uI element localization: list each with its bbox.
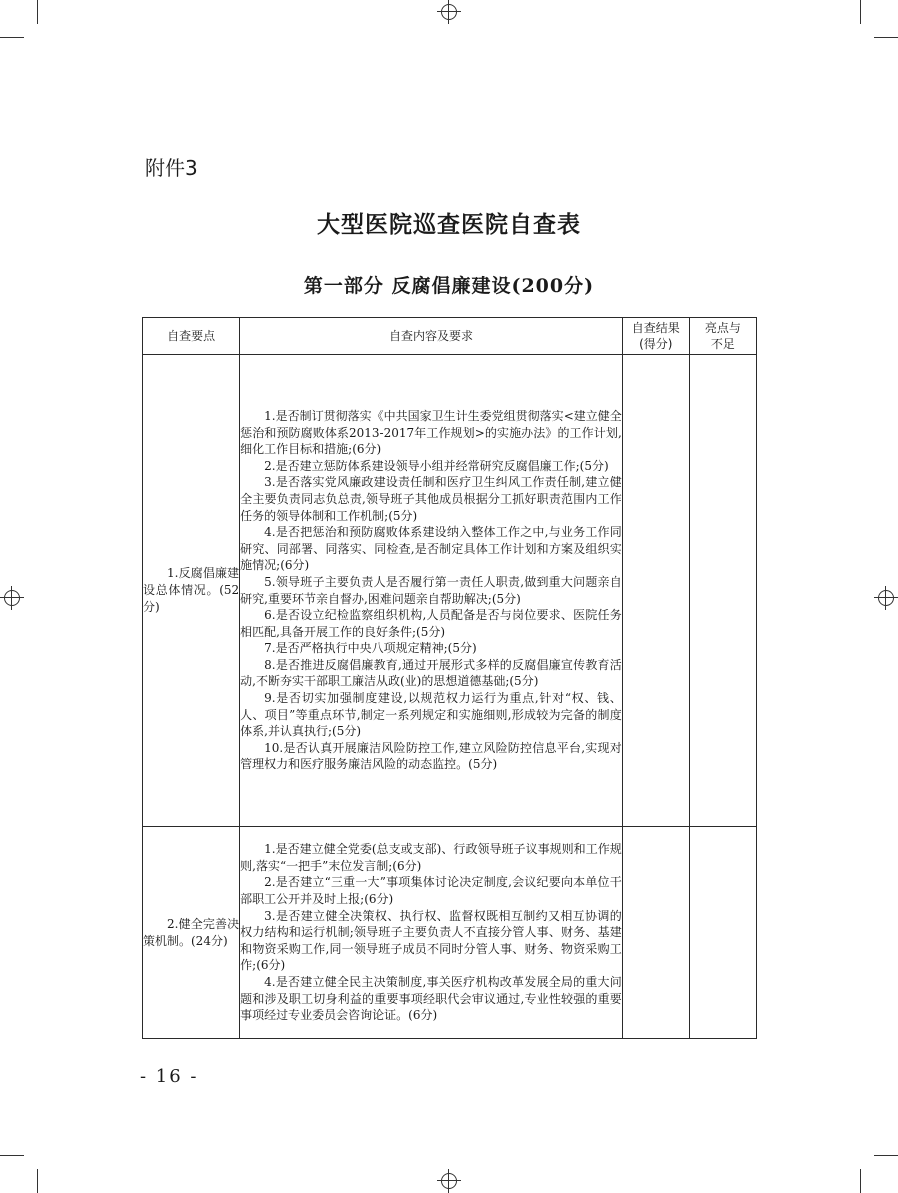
list-item: 1.是否建立健全党委(总支或支部)、行政领导班子议事规则和工作规则,落实“一把手”末位发言制;(6分): [240, 842, 622, 873]
list-item: 1.是否制订贯彻落实《中共国家卫生计生委党组贯彻落实<建立健全惩治和预防腐败体系2013-2017年工作规划>的实施办法》的工作计划,细化工作目标和措施;(6分): [240, 408, 622, 457]
list-item: 3.是否落实党风廉政建设责任制和医疗卫生纠风工作责任制,建立健全主要负责同志负总责,领导班子其他成员根据分工抓好职责范围内工作任务的领导体制和工作机制;(5分): [240, 475, 622, 523]
list-item: 2.是否建立“三重一大”事项集体讨论决定制度,会议纪要向本单位干部职工公开并及时上报;(6分): [240, 875, 622, 907]
list-item: 4.是否建立健全民主决策制度,事关医疗机构改革发展全局的重大问题和涉及职工切身利益的重要事项经职代会审议通过,专业性较强的重要事项经过专业委员会咨询论证。(6分): [240, 974, 622, 1023]
header-result: [622, 318, 689, 355]
crop-mark: [37, 1169, 38, 1193]
list-item: 7.是否严格执行中央八项规定精神;(5分): [264, 641, 477, 656]
list-item: 10.是否认真开展廉洁风险防控工作,建立风险防控信息平台,实现对管理权力和医疗服务廉洁风险的动态监控。(5分): [240, 740, 622, 772]
registration-mark-icon: [437, 0, 461, 24]
registration-mark-icon: [0, 586, 24, 610]
table-row: [143, 355, 757, 827]
self-check-table: [142, 317, 757, 1039]
table-header-row: [143, 318, 757, 355]
crop-mark: [874, 1155, 898, 1156]
crop-mark: [874, 37, 898, 38]
crop-mark: [860, 0, 861, 24]
crop-mark: [0, 1155, 24, 1156]
list-item: 3.是否建立健全决策权、执行权、监督权既相互制约又相互协调的权力结构和运行机制;领导班子主要负责人不直接分管人事、财务、基建和物资采购工作,同一领导班子成员不同时分管人事、财务、物资采购工作;(6分): [240, 908, 622, 973]
notes-cell[interactable]: [689, 355, 756, 827]
part-title: 第一部分 反腐倡廉建设(200分): [303, 275, 595, 297]
registration-mark-icon: [437, 1169, 461, 1193]
page-title: 大型医院巡查医院自查表: [317, 211, 581, 238]
table-row: [143, 827, 757, 1039]
crop-mark: [860, 1169, 861, 1193]
notes-cell[interactable]: [689, 827, 756, 1039]
crop-mark: [0, 37, 24, 38]
registration-mark-icon: [874, 586, 898, 610]
result-cell[interactable]: [622, 827, 689, 1039]
list-item: 6.是否设立纪检监察组织机构,人员配备是否与岗位要求、医院任务相匹配,具备开展工作的良好条件;(5分): [240, 608, 622, 639]
result-cell[interactable]: [622, 355, 689, 827]
header-content: 自查内容及要求: [240, 318, 623, 355]
header-result-label: 自查结果(得分): [631, 321, 680, 351]
list-item: 9.是否切实加强制度建设,以规范权力运行为重点,针对“权、钱、人、项目”等重点环节,制定一系列规定和实施细则,形成较为完备的制度体系,并认真执行;(5分): [240, 691, 622, 739]
category-cell: 2.健全完善决策机制。(24分): [143, 827, 240, 1039]
crop-mark: [37, 0, 38, 24]
content-cell: [240, 355, 623, 827]
header-notes-label: 亮点与不足: [704, 321, 741, 351]
header-notes: [689, 318, 756, 355]
list-item: 4.是否把惩治和预防腐败体系建设纳入整体工作之中,与业务工作同研究、同部署、同落实、同检查,是否制定具体工作计划和方案及组织实施情况;(6分): [240, 525, 622, 573]
header-point: 自查要点: [143, 318, 240, 355]
list-item: 5.领导班子主要负责人是否履行第一责任人职责,做到重大问题亲自研究,重要环节亲自督办,困难问题亲自帮助解决;(5分): [240, 574, 622, 606]
category-cell: 1.反腐倡廉建设总体情况。(52分): [143, 355, 240, 827]
attachment-label: 附件3: [145, 156, 198, 180]
list-item: 8.是否推进反腐倡廉教育,通过开展形式多样的反腐倡廉宣传教育活动,不断夯实干部职工廉洁从政(业)的思想道德基础;(5分): [240, 657, 622, 689]
page-number: - 16 -: [140, 1066, 199, 1087]
list-item: 2.是否建立惩防体系建设领导小组并经常研究反腐倡廉工作;(5分): [264, 458, 609, 473]
content-cell: [240, 827, 623, 1039]
